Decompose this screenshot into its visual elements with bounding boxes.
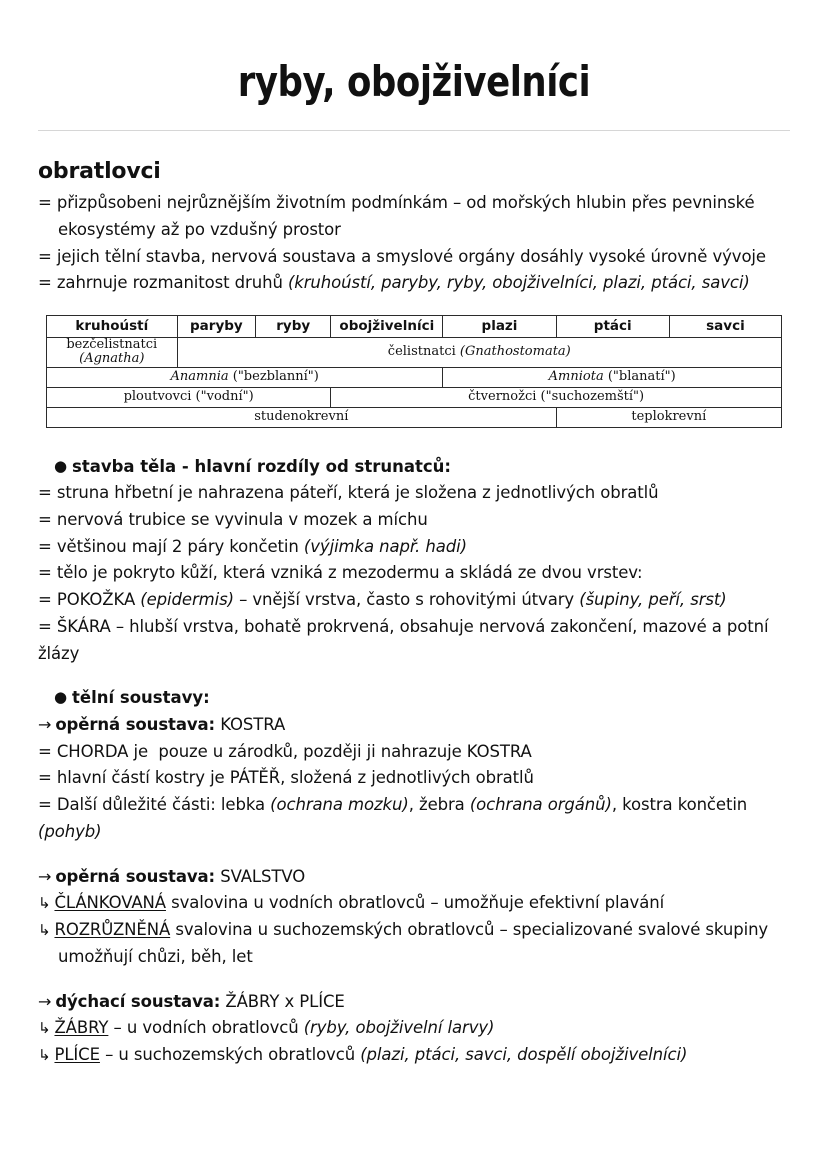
table-cell-studenokrevni: studenokrevní (47, 407, 557, 427)
bezcelistnatci-latin: (Agnatha) (79, 351, 145, 367)
koncetiny-prefix: = většinou mají 2 páry končetin (38, 536, 304, 556)
zabry-desc: – u vodních obratlovců (108, 1018, 304, 1038)
obratlovci-line-2: ekosystémy až po vzdušný prostor (58, 219, 341, 239)
svalstvo-rozruznena-cont: umožňují chůzi, běh, let (58, 946, 253, 966)
celistnatci-text: čelistnatci (387, 344, 460, 360)
table-cell-anamnia (47, 367, 443, 387)
bullet-dot-icon: ● (54, 456, 68, 475)
table-row-jaw (47, 337, 782, 367)
table-cell-ctvernozci: čtvernožci ("suchozemští") (331, 387, 782, 407)
table-row-group-names (47, 315, 782, 337)
bullet-stavba-tela (38, 454, 790, 481)
casti-mid-1: , žebra (408, 795, 470, 815)
table-cell-savci: savci (669, 315, 781, 337)
hook-arrow-icon-2: ↳ (38, 921, 51, 940)
operna-kostra-label: opěrná soustava: (55, 715, 216, 735)
spacer-before-svalstvo (38, 846, 790, 864)
zabry-examples: (ryby, obojživelní larvy) (303, 1018, 495, 1038)
subheading-operna-svalstvo (38, 864, 790, 891)
obratlovci-line-druhy (38, 270, 790, 297)
obratlovci-line-1: = přizpůsobeni nejrůznějším životním podmínkám – od mořských hlubin přes pevninské (38, 193, 755, 213)
taxonomy-table-wrapper (46, 315, 782, 428)
celistnatci-latin: (Gnathostomata) (459, 344, 571, 360)
pokozka-label: = POKOŽKA (38, 590, 141, 610)
arrow-right-icon-1: → (38, 715, 52, 735)
stavba-line-kuze: = tělo je pokryto kůží, která vzniká z mezodermu a skládá ze dvou vrstev: (38, 563, 643, 583)
table-cell-ptaci: ptáci (556, 315, 669, 337)
table-cell-ploutvovci: ploutvovci ("vodní") (47, 387, 331, 407)
page-title: ryby, obojživelníci (237, 57, 591, 106)
table-cell-bezcelistnatci (47, 337, 178, 367)
title-divider (38, 130, 790, 131)
stavba-line-koncetiny (38, 534, 790, 561)
stavba-line-pokozka (38, 587, 790, 614)
bullet-telni-soustavy (38, 685, 790, 712)
taxonomy-table (46, 315, 782, 428)
clankovana-desc: svalovina u vodních obratlovců – umožňuje efektivní plavání (165, 893, 665, 913)
obratlovci-line-3: = jejich tělní stavba, nervová soustava a smyslové orgány dosáhly vysoké úrovně vývoje (38, 246, 766, 266)
bullet-stavba-tela-label: stavba těla - hlavní rozdíly od strunatců: (72, 456, 452, 476)
table-cell-celistnatci (177, 337, 781, 367)
table-cell-amniota (443, 367, 782, 387)
plice-desc: – u suchozemských obratlovců (99, 1044, 361, 1064)
pokozka-latin: (epidermis) (140, 590, 234, 610)
table-cell-paryby: paryby (177, 315, 256, 337)
kostra-line-casti (38, 792, 790, 845)
table-cell-obojzivelnici: obojživelníci (331, 315, 443, 337)
kostra-line-2: = hlavní částí kostry je PÁTĚŘ, složená z jednotlivých obratlů (38, 768, 534, 788)
subheading-operna-kostra (38, 712, 790, 739)
section-heading-obratlovci: obratlovci (38, 159, 161, 185)
rozruznena-desc: svalovina u suchozemských obratlovců – specializované svalové skupiny (170, 920, 769, 940)
table-cell-teplokrevni: teplokrevní (556, 407, 781, 427)
hook-arrow-icon-1: ↳ (38, 894, 51, 913)
pokozka-desc: – vnější vrstva, často s rohovitými útvary (233, 590, 580, 610)
stavba-line-2: = nervová trubice se vyvinula v mozek a míchu (38, 510, 428, 529)
bullet-telni-soustavy-label: tělní soustavy: (72, 688, 210, 708)
operna-svalstvo-value: SVALSTVO (215, 866, 306, 886)
spacer-before-telni (38, 667, 790, 685)
dychaci-value: ŽÁBRY x PLÍCE (220, 991, 345, 1011)
subheading-dychaci (38, 989, 790, 1016)
table-cell-kruhousti: kruhoústí (47, 315, 178, 337)
casti-zebra-note: (ochrana orgánů) (469, 795, 612, 815)
table-cell-plazi: plazi (443, 315, 556, 337)
stavba-line-skara: = ŠKÁRA – hlubší vrstva, bohatě prokrvená, obsahuje nervová zakončení, mazové a potní žlázy (38, 616, 774, 663)
plice-term: PLÍCE (54, 1044, 100, 1064)
svalstvo-clankovana (38, 890, 790, 917)
casti-koncetiny-note: (pohyb) (38, 821, 102, 841)
spacer-after-table (38, 428, 790, 454)
clankovana-term: ČLÁNKOVANÁ (54, 893, 166, 913)
operna-kostra-value: KOSTRA (215, 715, 286, 735)
spacer-before-dychaci (38, 971, 790, 989)
table-row-amnion (47, 367, 782, 387)
table-row-temperature (47, 407, 782, 427)
table-row-locomotion (47, 387, 782, 407)
kostra-line-1: = CHORDA je pouze u zárodků, později ji nahrazuje KOSTRA (38, 741, 532, 761)
stavba-line-1: = struna hřbetní je nahrazena páteří, která je složena z jednotlivých obratlů (38, 483, 659, 503)
operna-svalstvo-label: opěrná soustava: (55, 866, 216, 886)
bezcelistnatci-text: bezčelistnatci (66, 336, 158, 352)
arrow-right-icon-3: → (38, 991, 52, 1011)
arrow-right-icon-2: → (38, 866, 52, 886)
anamnia-text: ("bezblanní") (228, 368, 319, 384)
obratlovci-druhy-prefix: = zahrnuje rozmanitost druhů (38, 273, 288, 293)
table-cell-ryby: ryby (256, 315, 331, 337)
casti-lebka-note: (ochrana mozku) (270, 795, 409, 815)
bullet-dot-icon-2: ● (54, 688, 68, 707)
plice-examples: (plazi, ptáci, savci, dospělí obojživelníci) (360, 1044, 688, 1064)
rozruznena-term: ROZRŮZNĚNÁ (54, 920, 171, 940)
obratlovci-druhy-list: (kruhoústí, paryby, ryby, obojživelníci, plazi, ptáci, savci) (287, 273, 750, 293)
anamnia-latin: Anamnia (170, 368, 229, 384)
svalstvo-rozruznena (38, 917, 790, 944)
amniota-text: ("blanatí") (603, 368, 676, 384)
casti-prefix: = Další důležité části: lebka (38, 795, 271, 815)
hook-arrow-icon-3: ↳ (38, 1019, 51, 1038)
casti-mid-2: , kostra končetin (611, 795, 753, 815)
amniota-latin: Amniota (548, 368, 604, 384)
dychaci-label: dýchací soustava: (55, 991, 221, 1011)
koncetiny-note: (výjimka např. hadi) (303, 536, 467, 556)
hook-arrow-icon-4: ↳ (38, 1045, 51, 1064)
dychaci-zabry (38, 1015, 790, 1042)
pokozka-examples: (šupiny, peří, srst) (579, 590, 727, 610)
zabry-term: ŽÁBRY (54, 1018, 109, 1038)
dychaci-plice (38, 1042, 790, 1069)
